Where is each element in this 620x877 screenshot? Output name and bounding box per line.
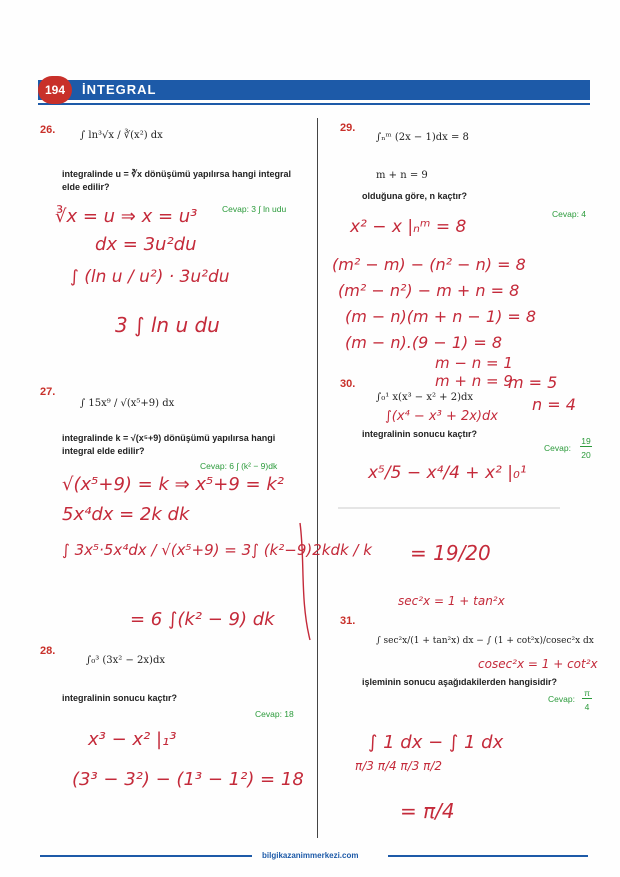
- question-31-answer-numerator: π: [582, 688, 592, 699]
- footer-rule-left: [40, 855, 252, 857]
- question-27-text: integralinde k = √(x⁵+9) dönüşümü yapılırsa hangi integral elde edilir?: [62, 433, 276, 456]
- hw-29-line-3: (m² − n²) − m + n = 8: [338, 281, 520, 300]
- hw-31-line-4: π/3 π/4 π/3 π/2: [355, 759, 443, 773]
- hw-29-line-5: (m − n).(9 − 1) = 8: [345, 333, 503, 352]
- question-30-answer-label: Cevap:: [544, 443, 571, 453]
- hw-27-line-3: ∫ 3x⁵·5x⁴dx / √(x⁵+9) = 3∫ (k²−9)2kdk / k: [62, 541, 372, 559]
- question-28-number: 28.: [40, 645, 56, 657]
- question-28-integral: ∫₀³ (3x² − 2x)dx: [86, 655, 165, 666]
- hw-31-line-1: sec²x = 1 + tan²x: [398, 594, 505, 608]
- question-27-number: 27.: [40, 386, 56, 398]
- question-31-integral: ∫ sec²x/(1 + tan²x) dx − ∫ (1 + cot²x)/cosec²x dx: [376, 636, 594, 646]
- hw-31-line-3: ∫ 1 dx − ∫ 1 dx: [368, 732, 504, 753]
- question-26-number: 26.: [40, 124, 56, 136]
- hw-29-line-2: (m² − m) − (n² − n) = 8: [332, 255, 526, 274]
- question-28-answer: Cevap: 18: [255, 709, 294, 719]
- question-29-integral: ∫ₙᵐ (2x − 1)dx = 8: [376, 132, 469, 143]
- hw-29-line-1: x² − x |ₙᵐ = 8: [350, 217, 467, 237]
- chapter-title: İNTEGRAL: [82, 82, 157, 97]
- hw-27-line-2: 5x⁴dx = 2k dk: [62, 504, 190, 525]
- question-31-answer-label: Cevap:: [548, 694, 575, 704]
- footer-rule-right: [388, 855, 588, 857]
- hw-30-line-2: x⁵/5 − x⁴/4 + x² |₀¹: [368, 463, 527, 483]
- hw-29-line-8: m = 5: [508, 373, 558, 392]
- question-30-answer-numerator: 19: [581, 436, 591, 446]
- question-27-integral: ∫ 15x⁹ / √(x⁵+9) dx: [80, 398, 175, 409]
- question-31-text: işleminin sonucu aşağıdakilerden hangisidir?: [362, 677, 558, 687]
- question-29-answer: Cevap: 4: [552, 209, 587, 219]
- hw-28-line-1: x³ − x² |₁³: [88, 729, 177, 750]
- hw-29-line-7: m + n = 9: [435, 372, 513, 390]
- page-number: 194: [38, 76, 72, 104]
- hw-31-line-5: = π/4: [400, 799, 455, 823]
- question-30-text: integralinin sonucu kaçtır?: [362, 429, 478, 439]
- question-30-answer-denominator: 20: [581, 450, 591, 460]
- question-30-integral: ∫₀¹ x(x³ − x² + 2)dx: [376, 392, 474, 403]
- hw-31-line-2: cosec²x = 1 + cot²x: [478, 657, 598, 671]
- hw-29-line-6: m − n = 1: [435, 354, 513, 372]
- question-27-answer: Cevap: 6 ∫ (k² − 9)dk: [200, 461, 278, 471]
- question-29-condition: m + n = 9: [376, 170, 428, 181]
- hw-26-line-2: dx = 3u²du: [95, 234, 197, 255]
- question-26-answer: Cevap: 3 ∫ ln udu: [222, 204, 287, 214]
- hw-27-line-4: = 6 ∫(k² − 9) dk: [130, 609, 275, 630]
- hw-30-line-1: ∫(x⁴ − x³ + 2x)dx: [385, 409, 498, 424]
- question-30-number: 30.: [340, 378, 356, 390]
- hw-26-line-3: ∫ (ln u / u²) · 3u²du: [70, 267, 230, 287]
- question-28-text: integralinin sonucu kaçtır?: [62, 693, 178, 703]
- question-29-text: olduğuna göre, n kaçtır?: [362, 191, 468, 201]
- question-31-number: 31.: [340, 615, 356, 627]
- hw-27-line-1: √(x⁵+9) = k ⇒ x⁵+9 = k²: [62, 474, 284, 495]
- question-29-number: 29.: [340, 122, 356, 134]
- hw-26-line-4: 3 ∫ ln u du: [115, 313, 220, 337]
- question-26-integral: ∫ ln³√x / ∛(x²) dx: [80, 130, 163, 141]
- hw-26-line-1: ∛x = u ⇒ x = u³: [55, 206, 198, 227]
- hw-29-line-4: (m − n)(m + n − 1) = 8: [345, 307, 537, 326]
- hw-28-line-2: (3³ − 3²) − (1³ − 1²) = 18: [72, 769, 304, 790]
- question-26-text: integralinde u = ∛x dönüşümü yapılırsa hangi integral elde edilir?: [62, 169, 292, 192]
- hw-30-line-3: = 19/20: [410, 541, 491, 565]
- question-31-answer-denominator: 4: [584, 702, 590, 712]
- footer-website: bilgikazanimmerkezi.com: [262, 851, 359, 860]
- hw-29-line-9: n = 4: [532, 395, 576, 414]
